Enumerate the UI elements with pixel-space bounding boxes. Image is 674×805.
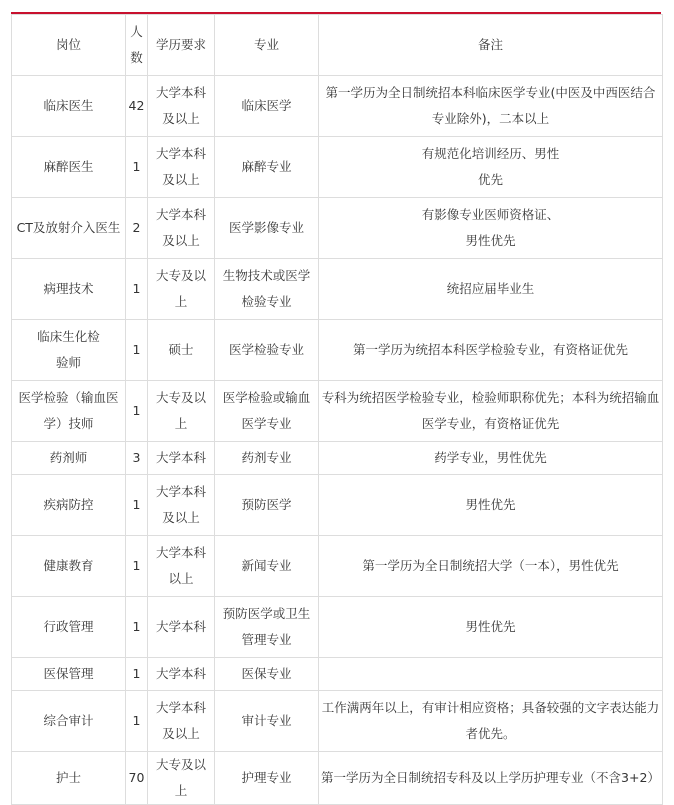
- table-row: [12, 320, 663, 381]
- row-position: 行政管理: [12, 597, 126, 658]
- header-education: 学历要求: [148, 15, 215, 76]
- row-count: 1: [126, 259, 148, 320]
- row-notes: 第一学历为全日制统招本科临床医学专业(中医及中西医结合专业除外)，二本以上: [319, 76, 663, 137]
- row-major: 预防医学: [215, 475, 319, 536]
- row-major: 医学影像专业: [215, 198, 319, 259]
- recruitment-table: [11, 14, 663, 805]
- row-education: 大专及以上: [148, 259, 215, 320]
- row-count: 1: [126, 320, 148, 381]
- row-position: 药剂师: [12, 442, 126, 475]
- header-position: 岗位: [12, 15, 126, 76]
- row-count: 1: [126, 381, 148, 442]
- row-education: 大学本科以上: [148, 536, 215, 597]
- row-count: 3: [126, 442, 148, 475]
- header-notes: 备注: [319, 15, 663, 76]
- row-position: 护士: [12, 752, 126, 805]
- row-education: 大学本科: [148, 658, 215, 691]
- row-position: 综合审计: [12, 691, 126, 752]
- row-major: 医保专业: [215, 658, 319, 691]
- row-count: 1: [126, 475, 148, 536]
- row-major: 预防医学或卫生管理专业: [215, 597, 319, 658]
- row-education: 大专及以上: [148, 381, 215, 442]
- row-notes: 男性优先: [319, 597, 663, 658]
- row-major: 药剂专业: [215, 442, 319, 475]
- row-count: 2: [126, 198, 148, 259]
- row-position: 医保管理: [12, 658, 126, 691]
- header-count: 人数: [126, 15, 148, 76]
- row-education: 大学本科及以上: [148, 475, 215, 536]
- table-row: [12, 597, 663, 658]
- row-count: 1: [126, 597, 148, 658]
- row-education: 大学本科: [148, 597, 215, 658]
- row-notes: 第一学历为全日制统招大学（一本），男性优先: [319, 536, 663, 597]
- row-major: 临床医学: [215, 76, 319, 137]
- row-position: 健康教育: [12, 536, 126, 597]
- table-row: [12, 259, 663, 320]
- row-education: 大学本科及以上: [148, 76, 215, 137]
- row-education: 大学本科及以上: [148, 691, 215, 752]
- table-row: [12, 137, 663, 198]
- row-notes: 有影像专业医师资格证、男性优先: [319, 198, 663, 259]
- row-education: 大学本科及以上: [148, 198, 215, 259]
- row-position: 病理技术: [12, 259, 126, 320]
- row-major: 医学检验或输血医学专业: [215, 381, 319, 442]
- row-count: 1: [126, 536, 148, 597]
- header-major: 专业: [215, 15, 319, 76]
- row-notes: 男性优先: [319, 475, 663, 536]
- row-notes: [319, 658, 663, 691]
- row-notes: 专科为统招医学检验专业，检验师职称优先；本科为统招输血医学专业，有资格证优先: [319, 381, 663, 442]
- table-row: [12, 76, 663, 137]
- row-notes: 药学专业，男性优先: [319, 442, 663, 475]
- header-row: [12, 15, 663, 76]
- table-row: [12, 536, 663, 597]
- table-row: [12, 198, 663, 259]
- table-row: [12, 691, 663, 752]
- row-count: 1: [126, 137, 148, 198]
- row-notes: 第一学历为统招本科医学检验专业，有资格证优先: [319, 320, 663, 381]
- row-education: 大学本科及以上: [148, 137, 215, 198]
- row-notes: 有规范化培训经历、男性优先: [319, 137, 663, 198]
- row-count: 70: [126, 752, 148, 805]
- table-row: [12, 475, 663, 536]
- row-position: CT及放射介入医生: [12, 198, 126, 259]
- row-position: 疾病防控: [12, 475, 126, 536]
- row-education: 硕士: [148, 320, 215, 381]
- table-row: [12, 381, 663, 442]
- row-major: 审计专业: [215, 691, 319, 752]
- table-row: [12, 658, 663, 691]
- row-notes: 工作满两年以上，有审计相应资格；具备较强的文字表达能力者优先。: [319, 691, 663, 752]
- row-major: 生物技术或医学检验专业: [215, 259, 319, 320]
- table-row: [12, 442, 663, 475]
- row-count: 1: [126, 691, 148, 752]
- row-count: 1: [126, 658, 148, 691]
- row-education: 大学本科: [148, 442, 215, 475]
- row-notes: 第一学历为全日制统招专科及以上学历护理专业（不含3+2）: [319, 752, 663, 805]
- row-major: 麻醉专业: [215, 137, 319, 198]
- row-education: 大专及以上: [148, 752, 215, 805]
- row-major: 新闻专业: [215, 536, 319, 597]
- row-position: 临床生化检验师: [12, 320, 126, 381]
- row-count: 42: [126, 76, 148, 137]
- row-position: 医学检验（输血医学）技师: [12, 381, 126, 442]
- row-notes: 统招应届毕业生: [319, 259, 663, 320]
- row-major: 医学检验专业: [215, 320, 319, 381]
- row-major: 护理专业: [215, 752, 319, 805]
- row-position: 麻醉医生: [12, 137, 126, 198]
- table-row: [12, 752, 663, 805]
- row-position: 临床医生: [12, 76, 126, 137]
